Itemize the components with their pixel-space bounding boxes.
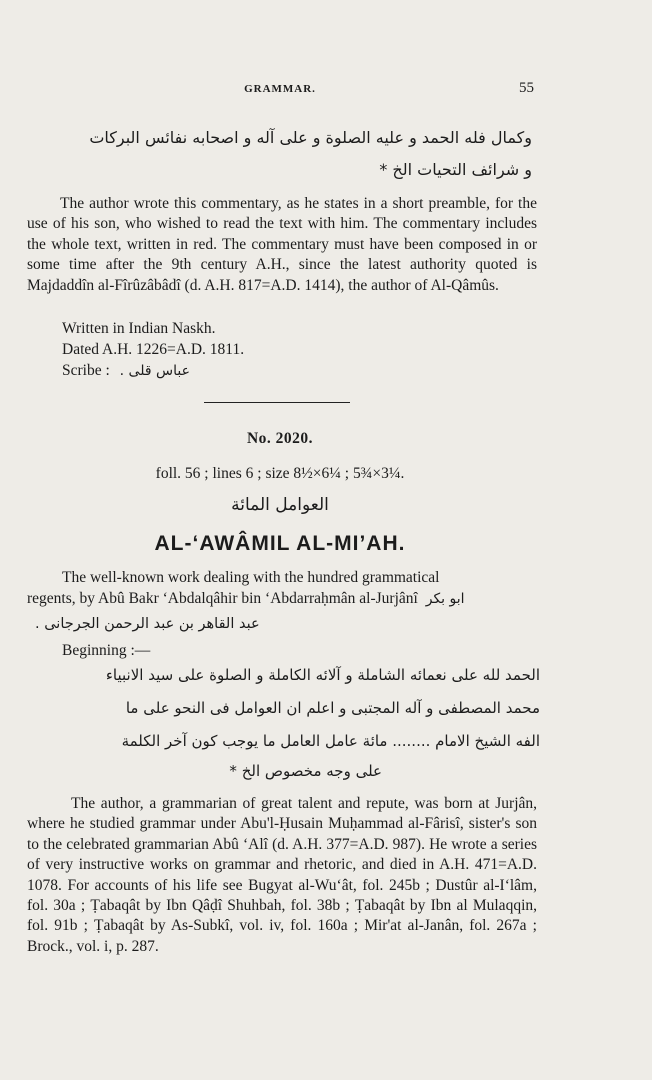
written-note: Written in Indian Naskh. xyxy=(62,320,216,337)
work-title: AL-‘AWÂMIL AL-MI’AH. xyxy=(154,532,406,555)
page-number: 55 xyxy=(519,80,534,96)
section-divider xyxy=(204,402,350,403)
author-arabic-1: ابو بكر xyxy=(425,591,465,607)
beginning-label: Beginning :— xyxy=(62,642,151,659)
page-header xyxy=(0,80,652,100)
arabic-line-1: وكمال فله الحمد و عليه الصلوة و على آله و اصحابه نفائس البركات xyxy=(89,128,532,147)
scribe-label: Scribe : xyxy=(62,362,110,379)
arabic-title: العوامل المائة xyxy=(231,495,329,515)
author-biography: The author, a grammarian of great talent and repute, was born at Jurjân, where he studied grammar under Abu'l-Ḥusain Muḥammad al-Fârisî, sister's son to the celebrated grammarian Abû ‘Alî (d. A.H. 377=A.D. 987). He wrote a series of very instructive works on grammar and rhetoric, and died in A.H. 471=A.D. 1078. For accounts of his life see Bugyat al-Wu‘ât, fol. 245b ; Dustûr al-I‘lâm, fol. 30a ; Ṭabaqât by Ibn Qâḍî Shuhbah, fol. 38b ; Ṭabaqât by Ibn al Mulaqqin, fol. 91b ; Ṭabaqât by As-Subkî, vol. iv, fol. 160a ; Mir'at al-Janân, fol. 267a ; Brock., vol. i, p. 287. xyxy=(27,795,537,955)
beginning-line-4: على وجه مخصوص الخ * xyxy=(229,762,382,780)
scribe-name: عباس قلی . xyxy=(119,363,190,379)
beginning-line-1: الحمد لله على نعمائه الشاملة و آلائه الكاملة و الصلوة على سيد الانبياء xyxy=(105,666,540,684)
arabic-line-2: و شرائف التحيات الخ * xyxy=(379,160,532,179)
intro-text-2: regents, by Abû Bakr ‘Abdalqâhir bin ‘Abdarraḥmân al-Jurjânî xyxy=(27,590,418,607)
entry-number: No. 2020. xyxy=(246,430,314,447)
dated-note: Dated A.H. 1226=A.D. 1811. xyxy=(62,341,245,358)
scribe-note xyxy=(62,362,190,380)
intro-line-1: The well-known work dealing with the hundred grammatical xyxy=(62,569,440,586)
commentary-description: The author wrote this commentary, as he states in a short preamble, for the use of his son, who wished to read the text with him. The commentary includes the whole text, written in red. The commentary must have been composed in or some time after the 9th century A.H., since the latest authority quoted is Majdaddîn al-Fîrûzâbâdî (d. A.H. 817=A.D. 1414), the author of Al-Qâmûs. xyxy=(27,195,537,294)
intro-line-2 xyxy=(27,590,465,608)
beginning-line-2: محمد المصطفى و آله المجتبى و اعلم ان العوامل فى النحو على ما xyxy=(125,699,540,717)
physical-description: foll. 56 ; lines 6 ; size 8½×6¼ ; 5¾×3¼. xyxy=(155,465,405,482)
running-head: GRAMMAR. xyxy=(244,83,316,95)
beginning-line-3: الفه الشيخ الامام ........ مائة عامل العامل ما يوجب كون آخر الكلمة xyxy=(121,732,540,750)
author-arabic-2: عبد القاهر بن عبد الرحمن الجرجانى . xyxy=(35,616,260,632)
